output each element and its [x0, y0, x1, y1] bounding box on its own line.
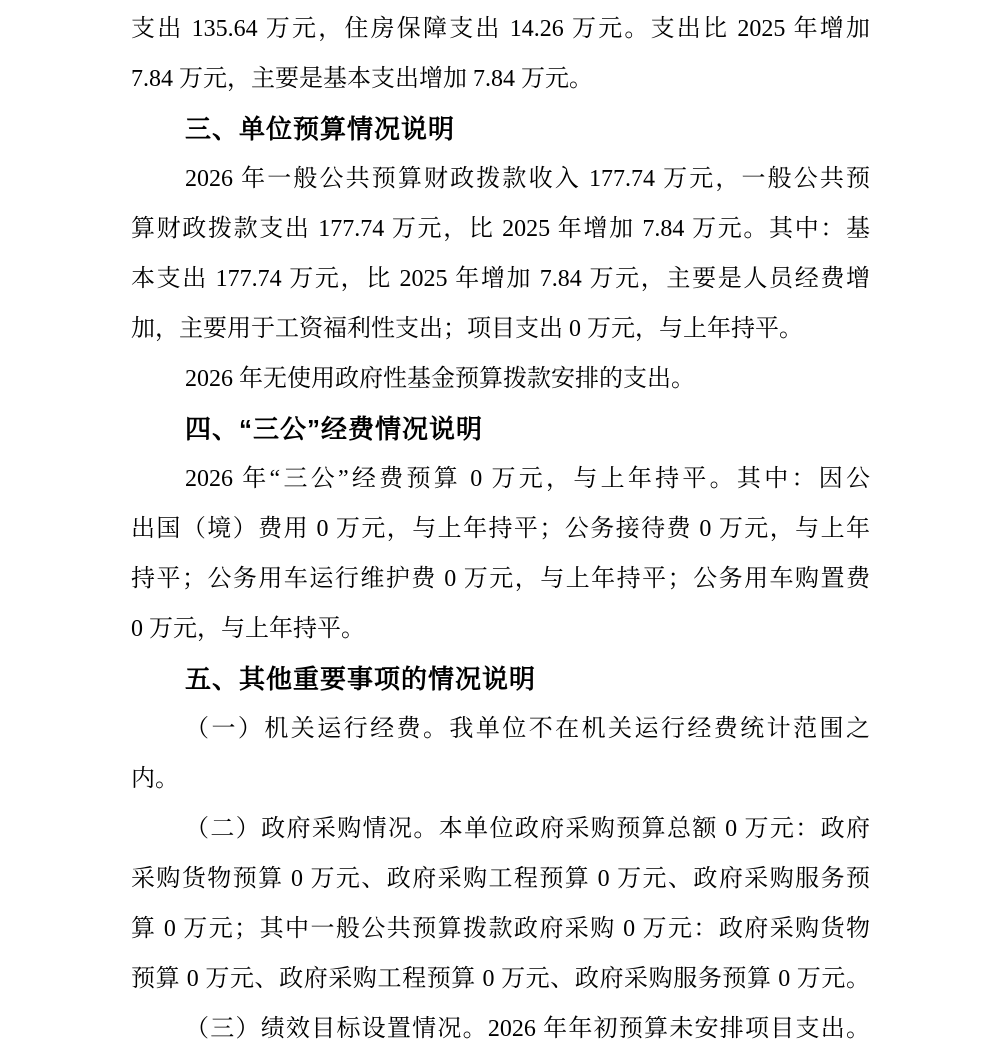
text-line: 算财政拨款支出 177.74 万元，比 2025 年增加 7.84 万元。其中：基 [131, 216, 870, 242]
text-line: 2026 年一般公共预算财政拨款收入 177.74 万元，一般公共预 [185, 166, 870, 192]
text-line: 算 0 万元；其中一般公共预算拨款政府采购 0 万元：政府采购货物 [131, 916, 870, 942]
document-text-block [131, 4, 870, 1054]
text-line: 预算 0 万元、政府采购工程预算 0 万元、政府采购服务预算 0 万元。 [131, 966, 870, 992]
section-heading-3: 三、单位预算情况说明 [185, 114, 456, 144]
text-line: 0 万元，与上年持平。 [131, 616, 365, 642]
text-line: 采购货物预算 0 万元、政府采购工程预算 0 万元、政府采购服务预 [131, 866, 870, 892]
text-line: 2026 年无使用政府性基金预算拨款安排的支出。 [185, 366, 695, 392]
section-heading-4: 四、“三公”经费情况说明 [185, 414, 484, 444]
text-line: 加，主要用于工资福利性支出；项目支出 0 万元，与上年持平。 [131, 316, 803, 342]
text-line: 内。 [131, 766, 179, 792]
text-line: （一）机关运行经费。我单位不在机关运行经费统计范围之 [185, 716, 870, 742]
text-line: （三）绩效目标设置情况。2026 年年初预算未安排项目支出。 [185, 1016, 870, 1042]
text-line: 支出 135.64 万元，住房保障支出 14.26 万元。支出比 2025 年增加 [131, 16, 870, 42]
text-line: 本支出 177.74 万元，比 2025 年增加 7.84 万元，主要是人员经费增 [131, 266, 870, 292]
text-line: 7.84 万元，主要是基本支出增加 7.84 万元。 [131, 66, 593, 92]
text-line: 持平；公务用车运行维护费 0 万元，与上年持平；公务用车购置费 [131, 566, 870, 592]
text-line: （二）政府采购情况。本单位政府采购预算总额 0 万元：政府 [185, 816, 870, 842]
section-heading-5: 五、其他重要事项的情况说明 [185, 664, 537, 694]
text-line: 2026 年“三公”经费预算 0 万元，与上年持平。其中：因公 [185, 466, 870, 492]
text-line: 出国（境）费用 0 万元，与上年持平；公务接待费 0 万元，与上年 [131, 516, 870, 542]
